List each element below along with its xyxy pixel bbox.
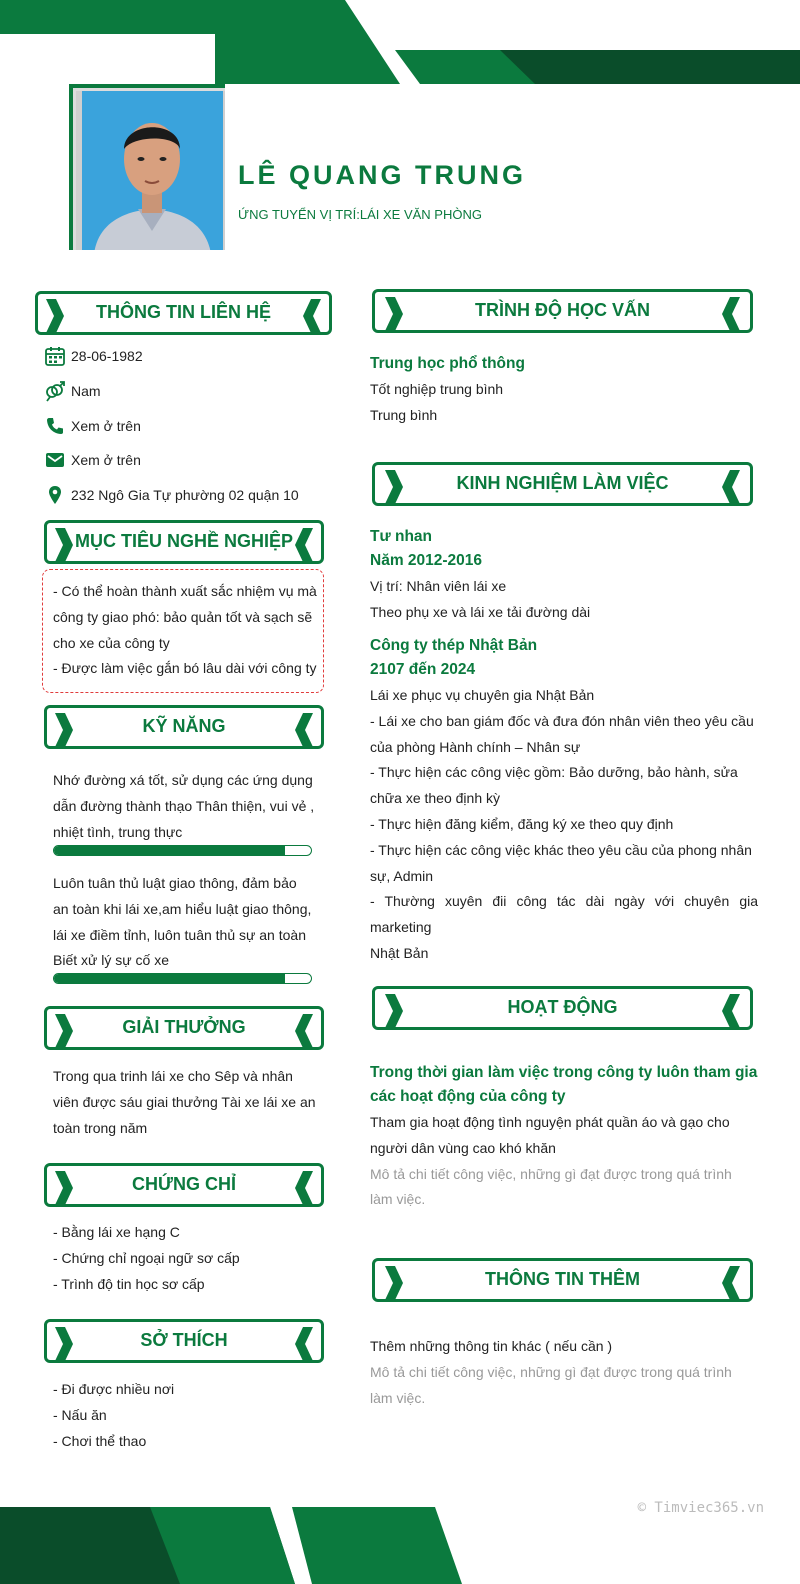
education-section-title: TRÌNH ĐỘ HỌC VẤN [475,300,650,320]
gender-value: Nam [71,383,101,399]
skill-1-level-fill [54,846,285,855]
job-1-company: Tư nhan [370,528,433,545]
activities-placeholder-line: Mô tả chi tiết công việc, những gì đạt được trong quá trình [370,1165,732,1182]
contact-address [44,483,299,507]
additional-placeholder-line: làm việc. [370,1389,426,1406]
chevron-left-icon [722,1266,742,1300]
chevron-left-icon [722,994,742,1028]
job-line: - Thực hiện đăng kiểm, đăng ký xe theo quy định [370,815,674,832]
certificate-item: - Chứng chỉ ngoại ngữ sơ cấp [53,1249,240,1266]
additional-line: Thêm những thông tin khác ( nếu cần ) [370,1338,613,1354]
contact-email [44,448,141,472]
skill-line: Luôn tuân thủ luật giao thông, đảm bảo [53,875,297,891]
additional-section-title: THÔNG TIN THÊM [485,1269,640,1289]
header-decoration [0,0,800,90]
job-line: - Thường xuyên đii công tác dài ngày với chuyên gia marketing [370,893,758,936]
contact-gender [44,379,101,403]
job-line: - Thực hiện các công việc gồm: Bảo dưỡng, bảo hành, sửa [370,764,738,781]
experience-section-header [372,462,753,506]
additional-section-header [372,1258,753,1302]
watermark: © Timviec365.vn [637,1500,764,1516]
skill-line: nhiệt tình, trung thực [53,823,183,840]
hobby-item: - Nấu ăn [53,1406,107,1423]
job-1-period: Năm 2012-2016 [370,552,483,569]
activities-section-header [372,986,753,1030]
hobby-item: - Chơi thể thao [53,1432,147,1449]
profile-photo-frame [69,84,225,250]
skill-line: lái xe điềm tỉnh, luôn tuân thủ sự an toàn [53,926,306,943]
additional-details [370,1334,758,1411]
objective-line: cho xe của công ty [53,634,170,651]
activities-line: người dân vùng cao khó khăn [370,1139,556,1156]
contact-birthday [44,344,143,368]
job-2-period: 2107 đến 2024 [370,661,476,678]
objective-section-title: MỤC TIÊU NGHỀ NGHIỆP [74,531,293,551]
skill-1-level-bar [53,845,312,856]
activities-section-title: HOẠT ĐỘNG [507,997,618,1017]
skills-section-title: KỸ NĂNG [142,716,226,736]
job-line: của phòng Hành chính – Nhân sự [370,738,581,755]
education-school: Trung học phổ thông [370,355,525,372]
address-value: 232 Ngô Gia Tự phường 02 quận 10 [71,487,299,503]
job-2-details [370,683,758,967]
phone-value: Xem ở trên [71,418,141,434]
objective-line: - Có thể hoàn thành xuất sắc nhiệm vụ mà [53,583,317,599]
experience-section-title: KINH NGHIỆM LÀM VIỆC [456,473,669,493]
phone-icon [44,415,66,437]
certificate-item: - Trình độ tin học sơ cấp [53,1275,205,1292]
chevron-left-icon [295,1014,315,1048]
job-2-company: Công ty thép Nhật Bản [370,637,538,654]
job-line: sự, Admin [370,867,434,884]
education-line: Trung bình [370,406,438,423]
job-line: Nhật Bản [370,944,429,961]
candidate-name: LÊ QUANG TRUNG [238,160,526,190]
awards-section-header [44,1006,324,1050]
skill-line: Biết xử lý sự cố xe [53,952,169,969]
job-line: Theo phụ xe và lái xe tải đường dài [370,603,591,620]
job-line: - Lái xe cho ban giám đốc và đưa đón nhân viên theo yêu cầu [370,712,754,729]
job-1-details [370,574,760,626]
skill-1-text [53,768,318,845]
objective-section-header [44,520,324,564]
activities-line: Tham gia hoạt động tình nguyện phát quần áo và gạo cho [370,1114,730,1130]
hobbies-section-title: SỞ THÍCH [140,1330,228,1350]
activities-heading [370,1061,760,1109]
job-line: chữa xe theo định kỳ [370,790,501,807]
activities-details [370,1110,758,1213]
awards-text [53,1064,318,1141]
skill-line: an toàn khi lái xe,am hiểu luật giao thông, [53,900,312,917]
job-line: Lái xe phục vụ chuyên gia Nhật Bản [370,687,595,703]
certificates-section-header [44,1163,324,1207]
contact-phone [44,414,141,438]
education-section-header [372,289,753,333]
awards-line: viên được sáu giai thưởng Tài xe lái xe an [53,1093,316,1110]
objective-text [53,579,318,682]
education-details [370,377,760,429]
skill-line: dẫn đường thành thạo Thân thiện, vui vẻ , [53,797,315,814]
chevron-left-icon [303,299,323,333]
education-line: Tốt nghiệp trung bình [370,381,504,397]
chevron-left-icon [722,470,742,504]
calendar-icon [44,345,66,367]
awards-line: toàn trong năm [53,1119,148,1136]
location-pin-icon [44,484,66,506]
skill-line: Nhớ đường xá tốt, sử dụng các ứng dụng [53,772,313,788]
certificate-item: - Bằng lái xe hạng C [53,1224,180,1240]
chevron-left-icon [722,297,742,331]
job-line: Vị trí: Nhân viên lái xe [370,578,507,594]
skills-section-header [44,705,324,749]
hobbies-section-header [44,1319,324,1363]
activities-heading-line: Trong thời gian làm việc trong công ty luôn tham gia [370,1064,758,1081]
profile-photo [76,91,225,250]
objective-line: - Được làm việc gắn bó lâu dài với công ty [53,660,317,677]
skill-2-level-bar [53,973,312,984]
birthday-value: 28-06-1982 [71,348,143,364]
email-value: Xem ở trên [71,452,141,468]
chevron-left-icon [295,1327,315,1361]
activities-heading-line: các hoạt động của công ty [370,1088,566,1105]
awards-line: Trong qua trinh lái xe cho Sêp và nhân [53,1068,293,1084]
activities-placeholder-line: làm việc. [370,1191,426,1208]
contact-section-title: THÔNG TIN LIÊN HỆ [96,302,271,322]
chevron-left-icon [295,1171,315,1205]
additional-placeholder-line: Mô tả chi tiết công việc, những gì đạt được trong quá trình [370,1363,732,1380]
gender-icon [44,380,66,402]
candidate-position: ỨNG TUYỂN VỊ TRÍ:LÁI XE VĂN PHÒNG [238,207,482,222]
certificates-list [53,1220,318,1297]
skill-2-level-fill [54,974,285,983]
hobbies-list [53,1377,318,1454]
skill-2-text [53,871,318,974]
objective-line: công ty giao phó: bảo quản tốt và sạch sẽ [53,608,313,625]
hobby-item: - Đi được nhiều nơi [53,1381,175,1397]
job-line: - Thực hiện các công việc khác theo yêu cầu của phong nhân [370,841,752,858]
email-icon [44,449,66,471]
chevron-left-icon [295,528,315,562]
awards-section-title: GIẢI THƯỞNG [122,1017,246,1037]
chevron-left-icon [295,713,315,747]
contact-section-header [35,291,332,335]
certificates-section-title: CHỨNG CHỈ [132,1174,236,1194]
